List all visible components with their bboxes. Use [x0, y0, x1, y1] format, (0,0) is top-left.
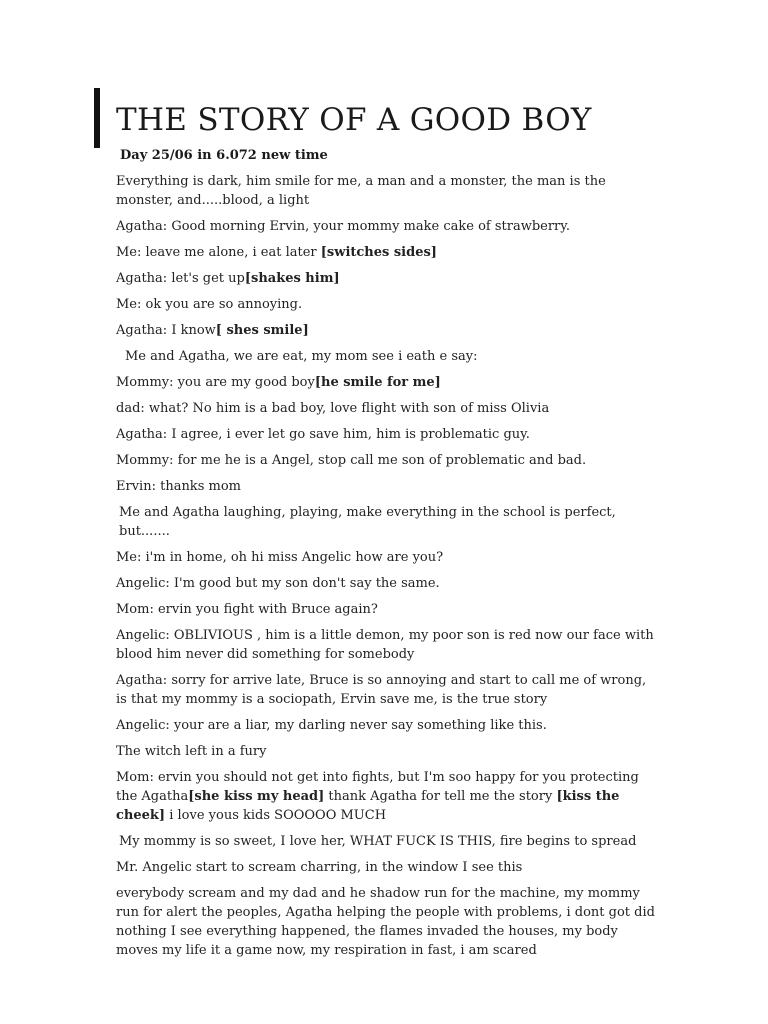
story-paragraph: [116, 742, 656, 761]
paragraph-text: everybody scream and my dad and he shadow run for the machine, my mommy run for alert the peoples, Agatha helping the people with problems, i dont got did nothing I see everything happened, the flames invaded the houses, my body moves my life it a game now, my respiration in fast, i am scared: [116, 886, 655, 958]
story-paragraph: [116, 858, 656, 877]
story-paragraph: [116, 172, 656, 210]
paragraph-text: Angelic: I'm good but my son don't say the same.: [116, 576, 440, 591]
stage-direction: [shakes him]: [244, 271, 340, 286]
paragraph-text: Mom: ervin you fight with Bruce again?: [116, 602, 378, 617]
story-paragraph: [116, 295, 656, 314]
paragraph-text: The witch left in a fury: [116, 744, 267, 759]
paragraph-text: Ervin: thanks mom: [116, 479, 241, 494]
paragraph-text: thank Agatha for tell me the story: [324, 789, 557, 804]
story-paragraph: [116, 321, 656, 340]
story-paragraph: [116, 243, 656, 262]
story-paragraph: [116, 671, 656, 709]
paragraph-text: Agatha: Good morning Ervin, your mommy make cake of strawberry.: [116, 219, 571, 234]
paragraph-text: My mommy is so sweet, I love her, WHAT FUCK IS THIS, fire begins to spread: [119, 834, 637, 849]
paragraph-text: Agatha: sorry for arrive late, Bruce is so annoying and start to call me of wrong, is that my mommy is a sociopath, Ervin save me, is the true story: [116, 673, 647, 707]
paragraph-text: Agatha: let's get up: [116, 271, 245, 286]
story-paragraph: [116, 884, 656, 960]
paragraph-text: Everything is dark, him smile for me, a man and a monster, the man is the monster, and.....blood, a light: [116, 174, 606, 208]
story-paragraph: [116, 626, 656, 664]
story-paragraph: [116, 832, 656, 851]
paragraph-text: Mr. Angelic start to scream charring, in the window I see this: [116, 860, 523, 875]
story-paragraph: [116, 217, 656, 236]
story-paragraph: [116, 503, 656, 541]
date-line: Day 25/06 in 6.072 new time: [120, 148, 328, 163]
paragraph-text: Agatha: I know: [116, 323, 216, 338]
stage-direction: [she kiss my head]: [188, 789, 325, 804]
story-paragraph: [116, 716, 656, 735]
paragraph-text: Me and Agatha laughing, playing, make everything in the school is perfect, but.......: [119, 505, 616, 539]
paragraph-text: i love yous kids SOOOOO MUCH: [165, 808, 387, 823]
stage-direction: [he smile for me]: [314, 375, 441, 390]
paragraph-text: Mom: ervin you should not get into fights, but I'm soo happy for you protecting the Agatha: [116, 770, 639, 804]
paragraph-text: Mommy: for me he is a Angel, stop call me son of problematic and bad.: [116, 453, 587, 468]
story-paragraph: [116, 768, 656, 825]
paragraph-text: Angelic: your are a liar, my darling never say something like this.: [116, 718, 547, 733]
paragraph-text: Angelic: OBLIVIOUS , him is a little demon, my poor son is red now our face with blood him never did something for somebody: [116, 628, 654, 662]
story-paragraph: [116, 373, 656, 392]
story-paragraph: [116, 425, 656, 444]
title-accent-bar: [94, 88, 100, 148]
story-paragraph: [116, 600, 656, 619]
paragraph-text: Me: ok you are so annoying.: [116, 297, 303, 312]
story-paragraph: [116, 451, 656, 470]
stage-direction: [ shes smile]: [215, 323, 309, 338]
paragraph-text: Me: i'm in home, oh hi miss Angelic how are you?: [116, 550, 444, 565]
story-paragraph: [116, 269, 656, 288]
story-paragraph: [116, 399, 656, 418]
paragraph-text: Mommy: you are my good boy: [116, 375, 315, 390]
story-paragraph: [116, 548, 656, 567]
story-paragraph: [116, 477, 656, 496]
paragraph-text: Me: leave me alone, i eat later: [116, 245, 321, 260]
stage-direction: [kiss the cheek]: [116, 789, 620, 823]
paragraph-text: Agatha: I agree, i ever let go save him, him is problematic guy.: [116, 427, 530, 442]
document-title: THE STORY OF A GOOD BOY: [116, 102, 592, 138]
story-paragraph: [116, 574, 656, 593]
paragraph-text: dad: what? No him is a bad boy, love flight with son of miss Olivia: [116, 401, 550, 416]
stage-direction: [switches sides]: [320, 245, 437, 260]
story-body: [116, 172, 656, 967]
story-paragraph: [116, 347, 656, 366]
paragraph-text: Me and Agatha, we are eat, my mom see i eath e say:: [125, 349, 478, 364]
